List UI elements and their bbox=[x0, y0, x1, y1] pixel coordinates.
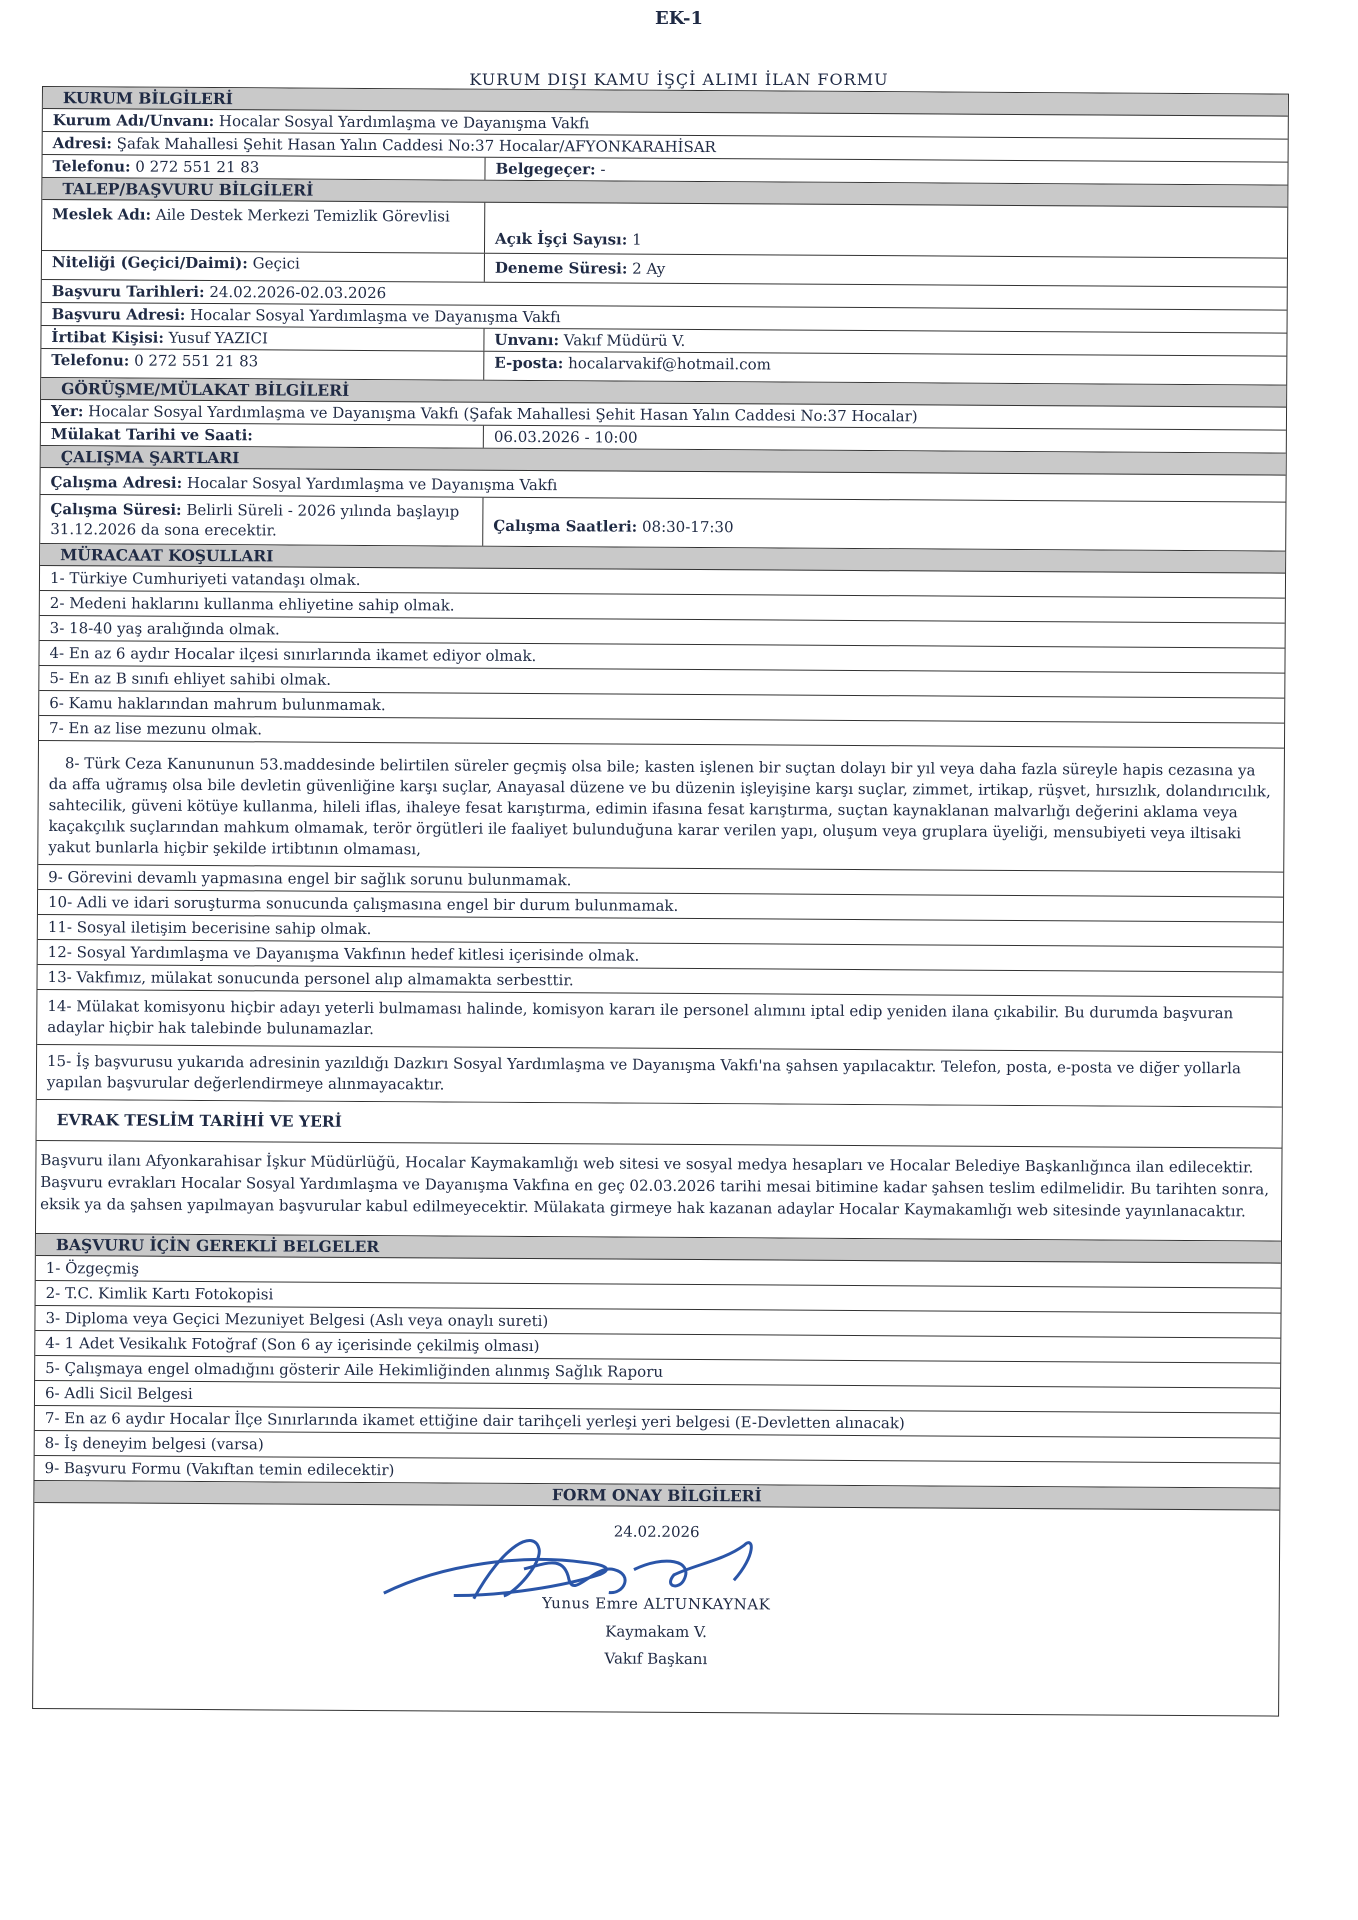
annex-label: EK-1 bbox=[654, 8, 704, 29]
contact-title: Vakıf Müdürü V. bbox=[563, 331, 686, 350]
institution-phone: 0 272 551 21 83 bbox=[135, 157, 260, 177]
fax-label: Belgegeçer: bbox=[495, 159, 596, 179]
condition-item: 7- En az lise mezunu olmak. bbox=[39, 716, 1284, 749]
contact-person: Yusuf YAZICI bbox=[168, 328, 269, 348]
document-item: 4- 1 Adet Vesikalık Fotoğraf (Son 6 ay içerisinde çekilmiş olması) bbox=[35, 1331, 1280, 1364]
application-address: Hocalar Sosyal Yardımlaşma ve Dayanışma Vakfı bbox=[190, 305, 561, 327]
document-item: 8- İş deneyim belgesi (varsa) bbox=[35, 1431, 1280, 1464]
application-dates: 24.02.2026-02.03.2026 bbox=[209, 283, 387, 303]
condition-item: 10- Adli ve idari soruşturma sonucunda çalışmasına engel bir durum bulunmamak. bbox=[38, 890, 1283, 923]
contact-email-label: E-posta: bbox=[494, 353, 564, 373]
contact-phone: 0 272 551 21 83 bbox=[134, 351, 259, 371]
institution-name-label: Kurum Adı/Unvanı: bbox=[52, 111, 215, 131]
section-work-conditions: ÇALIŞMA ŞARTLARI bbox=[41, 446, 1286, 476]
institution-address: Şafak Mahallesi Şehit Hasan Yalın Caddesi No:37 Hocalar/AFYONKARAHİSAR bbox=[116, 134, 716, 157]
work-hours: 08:30-17:30 bbox=[641, 517, 734, 537]
institution-address-label: Adresi: bbox=[52, 134, 112, 153]
work-hours-label: Çalışma Saatleri: bbox=[493, 516, 638, 536]
contact-phone-label: Telefonu: bbox=[51, 351, 130, 370]
interview-place-label: Yer: bbox=[50, 402, 84, 421]
contact-email: hocalarvakif@hotmail.com bbox=[568, 354, 771, 374]
condition-item: 15- İş başvurusu yukarıda adresinin yazıldığı Dazkırı Sosyal Yardımlaşma ve Dayanışma Vakfı'na şahsen yapılacaktır. Telefon, posta, e-posta ve diğer yollarla yapılan başvurular değerlendirmeye alınmayacaktır. bbox=[37, 1045, 1282, 1108]
work-duration-row bbox=[40, 495, 1285, 552]
application-address-label: Başvuru Adresi: bbox=[51, 305, 186, 324]
approver-title: Kaymakam V. bbox=[605, 1622, 708, 1642]
announcement-form bbox=[32, 86, 1289, 1717]
section-document-delivery: EVRAK TESLİM TARİHİ VE YERİ bbox=[37, 1100, 1282, 1149]
form-title: KURUM DIŞI KAMU İŞÇİ ALIMI İLAN FORMU bbox=[469, 70, 889, 89]
approver-name: Yunus Emre ALTUNKAYNAK bbox=[542, 1594, 771, 1614]
probation-label: Deneme Süresi: bbox=[494, 258, 628, 278]
condition-item: 1- Türkiye Cumhuriyeti vatandaşı olmak. bbox=[40, 566, 1285, 599]
work-duration: Belirli Süreli - 2026 yılında başlayıp 31.12.2026 da sona erecektir. bbox=[50, 500, 460, 540]
condition-item: 5- En az B sınıfı ehliyet sahibi olmak. bbox=[39, 666, 1284, 699]
application-dates-label: Başvuru Tarihleri: bbox=[51, 282, 205, 301]
approval-block bbox=[33, 1503, 1279, 1716]
section-required-documents: BAŞVURU İÇİN GEREKLİ BELGELER bbox=[36, 1234, 1281, 1264]
document-delivery-text: Başvuru ilanı Afyonkarahisar İşkur Müdürlüğü, Hocalar Kaymakamlığı web sitesi ve sosyal medya hesapları ve Hocalar Belediye Başkanlığınca ilan edilecektir. Başvuru evrakları Hocalar Sosyal Yardımlaşma ve Dayanışma Vakfına en geç 02.03.2026 tarihi mesai bitimine kadar şahsen teslim edilmelidir. Bu tarihten sonra, eksik ya da şahsen yapılmayan başvurular kabul edilmeyecektir. Mülakata girmeye hak kazanan adaylar Hocalar Kaymakamlığı web sitesinde yayınlanacaktır. bbox=[36, 1141, 1282, 1242]
work-duration-label: Çalışma Süresi: bbox=[50, 500, 182, 519]
approval-date: 24.02.2026 bbox=[613, 1522, 700, 1542]
document-item: 1- Özgeçmiş bbox=[36, 1256, 1281, 1289]
condition-item: 14- Mülakat komisyonu hiçbir adayı yeterli bulmaması halinde, komisyon kararı ile personel alımını iptal edip yeniden ilana çıkabilir. Bu durumda başvuran adaylar hiçbir hak talebinde bulunamazlar. bbox=[37, 990, 1282, 1053]
section-institution: KURUM BİLGİLERİ bbox=[43, 87, 1288, 117]
condition-item: 12- Sosyal Yardımlaşma ve Dayanışma Vakfının hedef kitlesi içerisinde olmak. bbox=[38, 940, 1283, 973]
approver-organization: Vakıf Başkanı bbox=[604, 1649, 708, 1669]
occupation: Aile Destek Merkezi Temizlik Görevlisi bbox=[155, 205, 450, 226]
section-interview: GÖRÜŞME/MÜLAKAT BİLGİLERİ bbox=[41, 378, 1286, 408]
occupation-row bbox=[42, 200, 1287, 259]
fax-value: - bbox=[600, 160, 606, 179]
interview-date-label: Mülakat Tarihi ve Saati: bbox=[50, 425, 253, 445]
document-item: 5- Çalışmaya engel olmadığını gösterir Aile Hekimliğinden alınmış Sağlık Raporu bbox=[35, 1356, 1280, 1389]
institution-phone-label: Telefonu: bbox=[52, 157, 131, 176]
open-positions: 1 bbox=[632, 230, 642, 249]
condition-item: 6- Kamu haklarından mahrum bulunmamak. bbox=[39, 691, 1284, 724]
contact-person-label: İrtibat Kişisi: bbox=[51, 328, 164, 347]
nature-label: Niteliği (Geçici/Daimi): bbox=[51, 253, 248, 273]
condition-item: 4- En az 6 aydır Hocalar ilçesi sınırlarında ikamet ediyor olmak. bbox=[39, 641, 1284, 674]
nature: Geçici bbox=[252, 254, 300, 273]
work-address-label: Çalışma Adresi: bbox=[50, 473, 183, 492]
document-item: 9- Başvuru Formu (Vakıftan temin edilecektir) bbox=[34, 1456, 1279, 1489]
section-application: TALEP/BAŞVURU BİLGİLERİ bbox=[42, 178, 1287, 208]
section-approval: FORM ONAY BİLGİLERİ bbox=[34, 1481, 1279, 1511]
document-item: 2- T.C. Kimlik Kartı Fotokopisi bbox=[36, 1281, 1281, 1314]
interview-date: 06.03.2026 - 10:00 bbox=[493, 427, 638, 447]
condition-item: 11- Sosyal iletişim becerisine sahip olmak. bbox=[38, 915, 1283, 948]
condition-item: 9- Görevini devamlı yapmasına engel bir sağlık sorunu bulunmamak. bbox=[38, 865, 1283, 898]
work-address: Hocalar Sosyal Yardımlaşma ve Dayanışma Vakfı bbox=[186, 473, 558, 495]
contact-title-label: Unvanı: bbox=[494, 330, 560, 350]
condition-item: 2- Medeni haklarını kullanma ehliyetine sahip olmak. bbox=[40, 591, 1285, 624]
condition-item: 3- 18-40 yaş aralığında olmak. bbox=[40, 616, 1285, 649]
document-item: 7- En az 6 aydır Hocalar İlçe Sınırlarında ikamet ettiğine dair tarihçeli yerleşi yeri belgesi (E-Devletten alınacak) bbox=[35, 1406, 1280, 1439]
section-conditions: MÜRACAAT KOŞULLARI bbox=[40, 544, 1285, 574]
condition-item: 13- Vakfımız, mülakat sonucunda personel alıp almamakta serbesttir. bbox=[37, 965, 1282, 998]
open-positions-label: Açık İşçi Sayısı: bbox=[495, 229, 628, 249]
probation: 2 Ay bbox=[632, 259, 666, 278]
document-item: 6- Adli Sicil Belgesi bbox=[35, 1381, 1280, 1414]
interview-place: Hocalar Sosyal Yardımlaşma ve Dayanışma Vakfı (Şafak Mahallesi Şehit Hasan Yalın Caddesi No:37 Hocalar) bbox=[88, 402, 918, 426]
condition-item: 8- Türk Ceza Kanununun 53.maddesinde belirtilen süreler geçmiş olsa bile; kasten işlenen bir suçtan dolayı bir yıl veya daha fazla süreyle hapis cezasına ya da affa uğramış olsa bile devletin güvenliğine karşı suçlar, Anayasal düzene ve bu düzenin işleyişine karşı suçlar, zimmet, irtikap, rüşvet, hırsızlık, dolandırıcılık, sahtecilik, güveni kötüye kullanma, hileli iflas, ihaleye fesat karıştırma, edimin ifasına fesat karıştırma, suçtan kaynaklanan malvarlığı değerini aklama veya kaçakçılık suçlarından mahkum olmamak, terör örgütleri ile faaliyet bulunduğuna karar verilen yapı, oluşum veya gruplara üyeliği, mensubiyeti veya iltisaki yakut bunlarla hiçbir şekilde irtibtının olmaması, bbox=[38, 741, 1284, 873]
document-item: 3- Diploma veya Geçici Mezuniyet Belgesi (Aslı veya onaylı sureti) bbox=[35, 1306, 1280, 1339]
occupation-label: Meslek Adı: bbox=[52, 205, 152, 224]
institution-name: Hocalar Sosyal Yardımlaşma ve Dayanışma Vakfı bbox=[218, 112, 590, 133]
